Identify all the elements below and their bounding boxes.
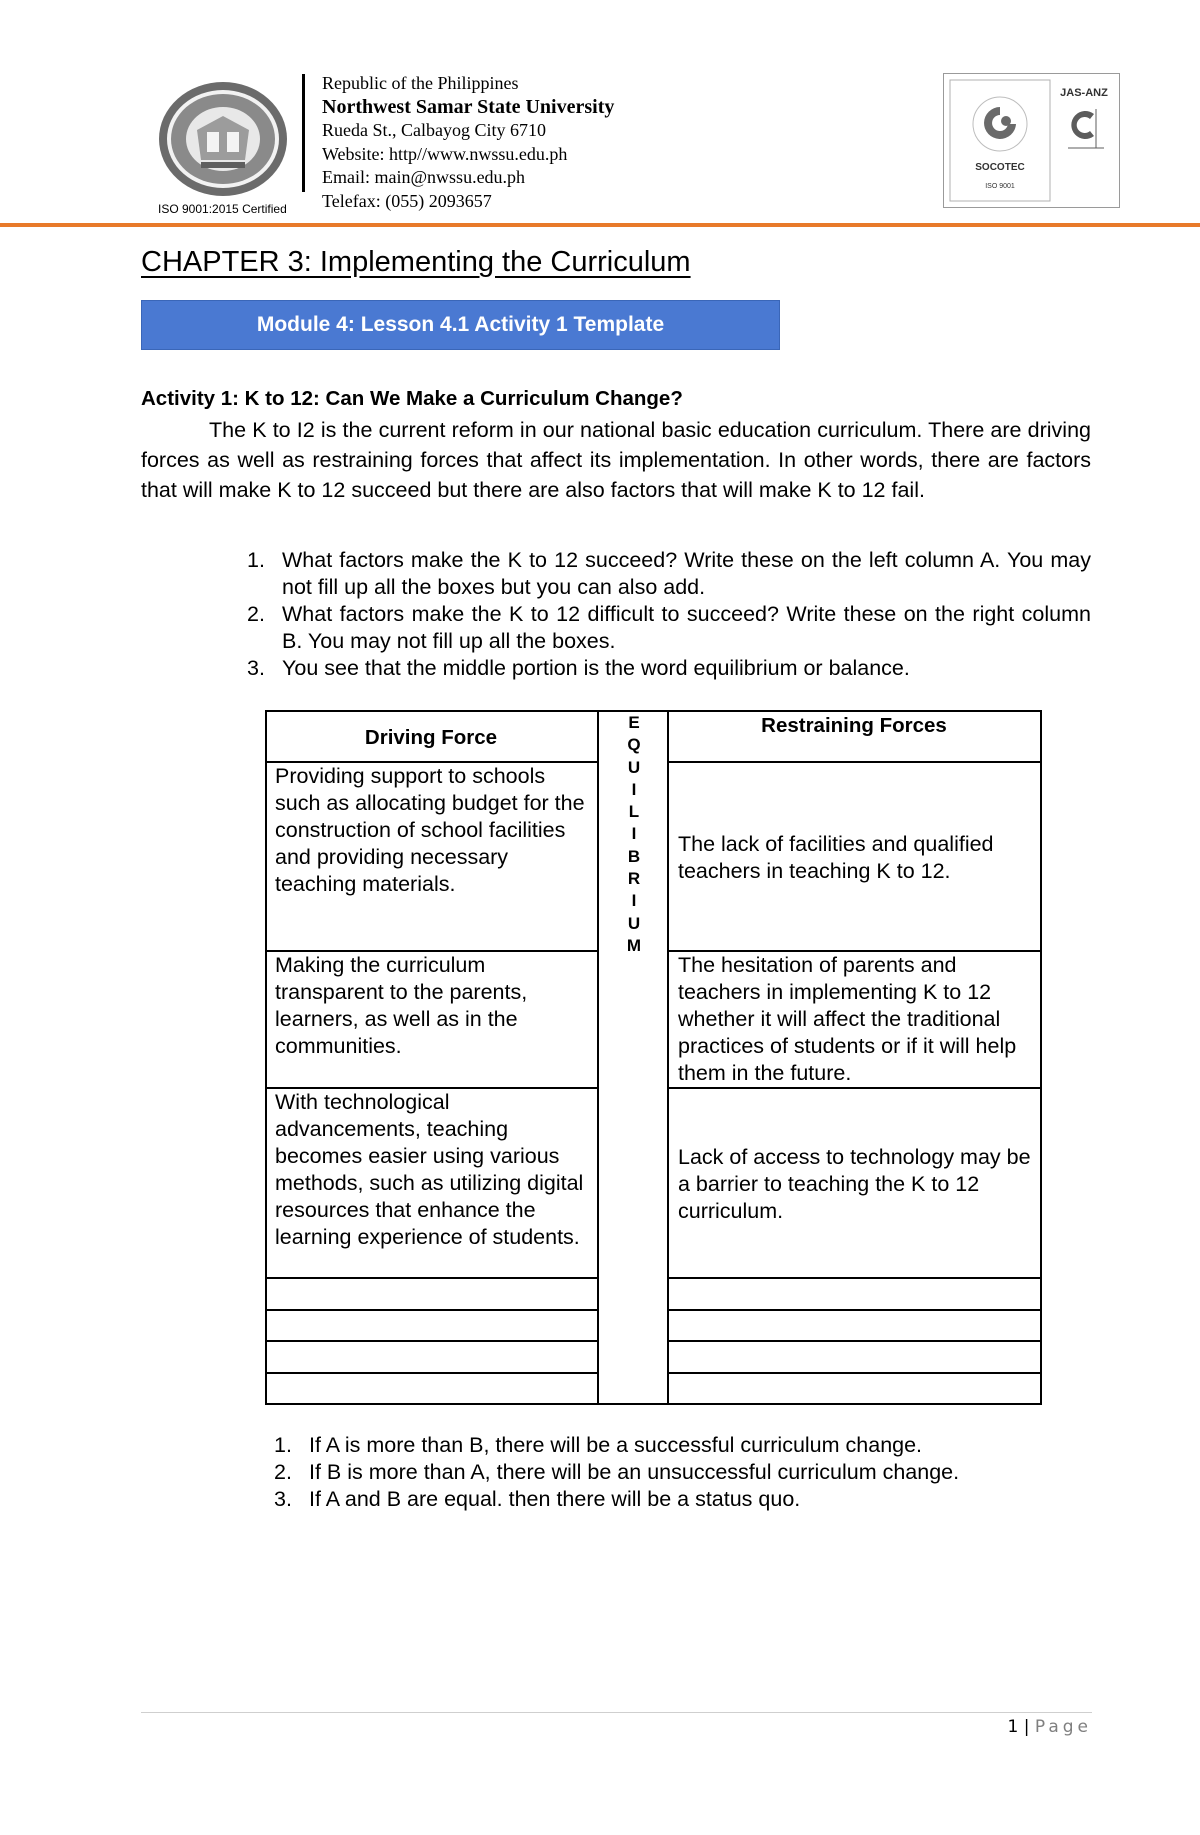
address-line: Rueda St., Calbayog City 6710 (322, 120, 546, 140)
empty-driving-cell[interactable] (267, 1374, 597, 1403)
empty-driving-cell[interactable] (267, 1279, 597, 1309)
activity-intro: The K to I2 is the current reform in our national basic education curriculum. There are driving forces as well as restraining forces that affect its implementation. In other words, there are factors that will make K to 12 succeed but there are also factors that will make K to 12 fail. (141, 418, 1091, 502)
result-item: 1. If A is more than B, there will be a successful curriculum change. (274, 1433, 923, 1457)
driving-force-cell[interactable]: Providing support to schools such as allocating budget for the construction of school facilities and providing necessary teaching materials. (275, 764, 585, 896)
table-border (667, 710, 669, 1405)
empty-restraining-cell[interactable] (670, 1374, 1040, 1403)
header-orange-rule (0, 223, 1200, 227)
module-label: Module 4: Lesson 4.1 Activity 1 Template (256, 313, 665, 336)
activity-title: Activity 1: K to 12: Can We Make a Curriculum Change? (141, 387, 683, 410)
empty-driving-cell[interactable] (267, 1342, 597, 1372)
empty-restraining-cell[interactable] (670, 1342, 1040, 1372)
result-item: 2. If B is more than A, there will be an unsuccessful curriculum change. (274, 1460, 960, 1484)
table-border (1040, 710, 1042, 1405)
restraining-force-cell[interactable]: The hesitation of parents and teachers in implementing K to 12 whether it will affect the traditional practices of students or if it will help them in the future. (678, 953, 1017, 1085)
result-list (141, 1432, 1091, 1513)
driving-force-cell[interactable]: Making the curriculum transparent to the parents, learners, as well as in the communities. (275, 953, 528, 1058)
driving-force-header: Driving Force (364, 726, 498, 749)
equilibrium-vertical-label: E Q U I L I B R I U M (626, 713, 642, 955)
result-item: 3. If A and B are equal. then there will be a status quo. (274, 1487, 801, 1511)
question-item: 3. You see that the middle portion is the word equilibrium or balance. (247, 656, 910, 680)
republic-line: Republic of the Philippines (322, 73, 519, 93)
university-seal-logo (157, 80, 289, 198)
question-list (141, 547, 1091, 682)
iso-certified-caption: ISO 9001:2015 Certified (158, 202, 287, 216)
header-address-block (322, 72, 614, 213)
website-line[interactable]: Website: http//www.nwssu.edu.ph (322, 143, 568, 164)
restraining-force-cell[interactable]: Lack of access to technology may be a barrier to teaching the K to 12 curriculum. (678, 1145, 1031, 1223)
empty-restraining-cell[interactable] (670, 1311, 1040, 1340)
empty-driving-cell[interactable] (267, 1311, 597, 1340)
header-divider (302, 74, 305, 192)
restraining-force-cell[interactable]: The lack of facilities and qualified teachers in teaching K to 12. (678, 832, 994, 883)
footer-rule (141, 1712, 1092, 1713)
telefax-line: Telefax: (055) 2093657 (322, 190, 492, 211)
page-number: 1 | Page (1007, 1717, 1092, 1737)
question-item: 1. What factors make the K to 12 succeed? Write these on the left column A. You may not fill up all the boxes but you can also add. (247, 548, 1091, 599)
table-border (597, 710, 599, 1405)
chapter-title: CHAPTER 3: Implementing the Curriculum (141, 246, 691, 278)
socotec-label: SOCOTEC (975, 162, 1025, 173)
iso-9001-label: ISO 9001 (985, 183, 1015, 190)
university-name: Northwest Samar State University (322, 95, 615, 118)
question-item: 2. What factors make the K to 12 difficult to succeed? Write these on the right column B. You may not fill up all the boxes. (247, 602, 1091, 653)
force-field-table (265, 710, 1042, 1405)
table-border (668, 761, 1042, 763)
driving-force-cell[interactable]: With technological advancements, teaching becomes easier using various methods, such as utilizing digital resources that enhance the learning experience of students. (275, 1090, 584, 1249)
module-label-bar (141, 300, 780, 350)
table-border (265, 1403, 1042, 1405)
empty-restraining-cell[interactable] (670, 1279, 1040, 1309)
email-line[interactable]: Email: main@nwssu.edu.ph (322, 167, 526, 187)
table-border (668, 1087, 1042, 1089)
restraining-forces-header: Restraining Forces (761, 714, 947, 737)
certification-logos (943, 73, 1120, 208)
jas-anz-label: JAS-ANZ (1060, 87, 1108, 99)
